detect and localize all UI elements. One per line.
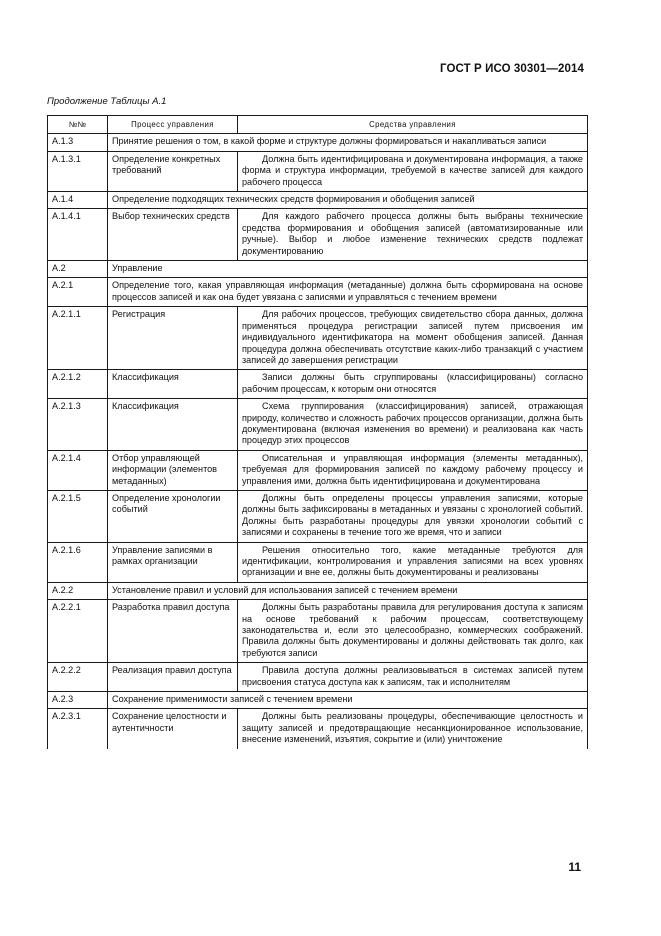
process-cell: Классификация xyxy=(108,370,238,399)
row-number: А.2.1.3 xyxy=(48,399,108,451)
section-title: Принятие решения о том, в какой форме и структуре должны формироваться и накапливаться записи xyxy=(108,134,588,151)
process-cell: Регистрация xyxy=(108,307,238,370)
row-number: А.2.1.6 xyxy=(48,542,108,582)
row-number: А.1.3.1 xyxy=(48,151,108,191)
table-row xyxy=(48,134,588,151)
process-cell: Сохранение целостности и аутентичности xyxy=(108,709,238,749)
process-cell: Разработка правил доступа xyxy=(108,600,238,663)
header-number: №№ xyxy=(48,116,108,134)
control-cell: Решения относительно того, какие метаданные требуются для идентификации, контролирования и управления записями на всех уровнях организации и вне ее, должны быть документированы и реализованы xyxy=(238,542,588,582)
table-row xyxy=(48,582,588,599)
process-cell: Выбор технических средств xyxy=(108,209,238,261)
row-number: А.1.3 xyxy=(48,134,108,151)
row-number: А.2.1.1 xyxy=(48,307,108,370)
table-row xyxy=(48,370,588,399)
process-cell: Управление записями в рамках организации xyxy=(108,542,238,582)
header-process: Процесс управления xyxy=(108,116,238,134)
controls-table xyxy=(47,115,588,749)
row-number: А.2.1.4 xyxy=(48,450,108,490)
section-title: Управление xyxy=(108,261,588,278)
row-number: А.2.3 xyxy=(48,692,108,709)
table-row xyxy=(48,490,588,542)
control-cell: Для каждого рабочего процесса должны быть выбраны технические средства формирования и обобщения записей (автоматизированные или ручные). Выбор и любое изменение технических средств подлежат документированию xyxy=(238,209,588,261)
row-number: А.2.1.2 xyxy=(48,370,108,399)
control-cell: Записи должны быть сгруппированы (классифицированы) согласно рабочим процессам, к которым они относятся xyxy=(238,370,588,399)
row-number: А.1.4 xyxy=(48,192,108,209)
row-number: А.2.2.1 xyxy=(48,600,108,663)
row-number: А.2.2.2 xyxy=(48,663,108,692)
control-cell: Правила доступа должны реализовываться в системах записей путем присвоения статуса доступа как к записям, так и исполнителям xyxy=(238,663,588,692)
table-row xyxy=(48,151,588,191)
row-number: А.2.3.1 xyxy=(48,709,108,749)
page-number: 11 xyxy=(568,860,581,874)
table-row xyxy=(48,709,588,749)
table-row xyxy=(48,261,588,278)
row-number: А.2.1.5 xyxy=(48,490,108,542)
section-title: Установление правил и условий для использования записей с течением времени xyxy=(108,582,588,599)
control-cell: Должна быть идентифицирована и документирована информация, а также форма и структура информации, требуемой в качестве записей для каждого рабочего процесса xyxy=(238,151,588,191)
section-title: Сохранение применимости записей с течением времени xyxy=(108,692,588,709)
table-row xyxy=(48,663,588,692)
section-title: Определение того, какая управляющая информация (метаданные) должна быть сформирована на основе процессов записей и как она будет увязана с записями и управляться с течением времени xyxy=(108,278,588,307)
row-number: А.1.4.1 xyxy=(48,209,108,261)
header-controls: Средства управления xyxy=(238,116,588,134)
control-cell: Должны быть определены процессы управления записями, которые должны быть зафиксированы в метаданных и увязаны с хронологией событий. Должны быть разработаны процедуры для увязки хронологии событий с записями и сохранены в течение того же время, что и записи xyxy=(238,490,588,542)
control-cell: Описательная и управляющая информация (элементы метаданных), требуемая для формирования записей по каждому рабочему процессу и управления ими, должна быть идентифицирована и документирована xyxy=(238,450,588,490)
table-body xyxy=(48,134,588,749)
control-cell: Должны быть разработаны правила для регулирования доступа к записям на основе требований к рабочим процессам, соответствующему законодательства и, если это целесообразно, коммерческих соображений. Правила должны быть документированы и должны действовать так долго, как требуются записи xyxy=(238,600,588,663)
table-row xyxy=(48,450,588,490)
row-number: А.2.2 xyxy=(48,582,108,599)
table-row xyxy=(48,307,588,370)
section-title: Определение подходящих технических средств формирования и обобщения записей xyxy=(108,192,588,209)
process-cell: Классификация xyxy=(108,399,238,451)
table-row xyxy=(48,209,588,261)
row-number: А.2.1 xyxy=(48,278,108,307)
table-row xyxy=(48,192,588,209)
table-row xyxy=(48,542,588,582)
control-cell: Должны быть реализованы процедуры, обеспечивающие целостность и защиту записей и предотвращающие несанкционированное использование, внесение изменений, изъятия, сокрытие и (или) уничтожение xyxy=(238,709,588,749)
control-cell: Для рабочих процессов, требующих свидетельство сбора данных, должна применяться процедура регистрации записей путем присвоения им индивидуального идентификатора на момент обобщения записей. Данная процедура должна обеспечивать отсутствие каких-либо транзакций с участием записей до завершения регистрации xyxy=(238,307,588,370)
process-cell: Реализация правил доступа xyxy=(108,663,238,692)
document-header: ГОСТ Р ИСО 30301—2014 xyxy=(439,63,584,75)
table-row xyxy=(48,692,588,709)
table-row xyxy=(48,600,588,663)
process-cell: Определение хронологии событий xyxy=(108,490,238,542)
control-cell: Схема группирования (классифицирования) записей, отражающая природу, количество и сложность рабочих процессов организации, должна быть документирована (включая изменения во времени) и реализована как часть процедур этих процессов xyxy=(238,399,588,451)
process-cell: Отбор управляющей информации (элементов метаданных) xyxy=(108,450,238,490)
table-header-row xyxy=(48,116,588,134)
process-cell: Определение конкретных требований xyxy=(108,151,238,191)
table-caption: Продолжение Таблицы А.1 xyxy=(47,96,167,107)
table-row xyxy=(48,399,588,451)
row-number: А.2 xyxy=(48,261,108,278)
table-row xyxy=(48,278,588,307)
